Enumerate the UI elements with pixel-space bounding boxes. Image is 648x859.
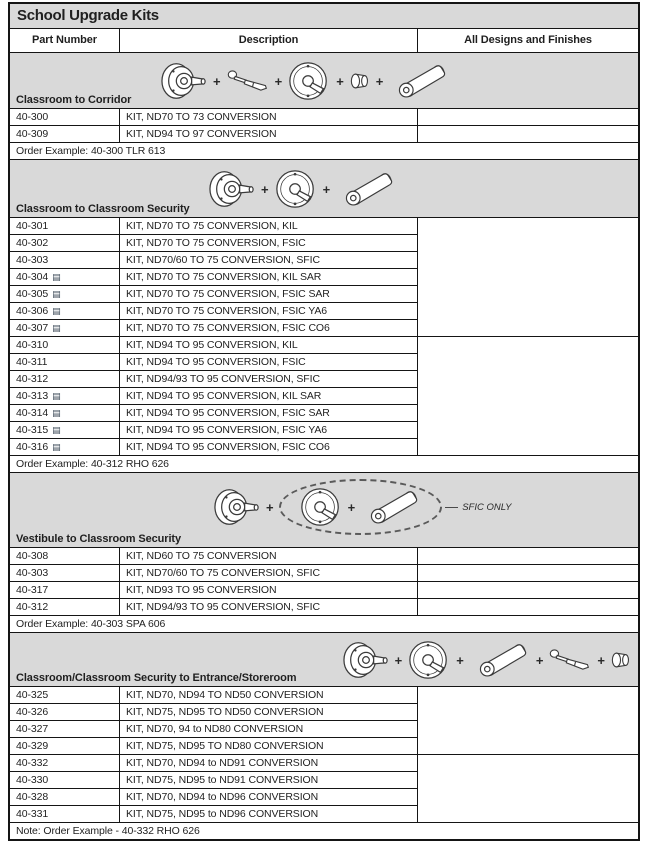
footnote-marker-icon: ▤ (52, 272, 61, 282)
section-band (10, 53, 638, 109)
table-row (10, 235, 417, 252)
part-number-cell: 40-303 (10, 565, 120, 581)
table-row (10, 320, 417, 336)
sfic-callout-line (445, 507, 458, 508)
finishes-merged-cell (417, 687, 638, 754)
part-number-cell: 40-317 (10, 582, 120, 598)
description-cell: KIT, ND70 TO 75 CONVERSION, FSIC (126, 237, 306, 249)
table-row (10, 337, 417, 354)
table-row (10, 269, 417, 286)
description-cell: KIT, ND93 TO 95 CONVERSION (120, 582, 418, 598)
part-number-cell: 40-316 ▤ (10, 439, 120, 455)
description-cell: KIT, ND70/60 TO 75 CONVERSION, SFIC (126, 254, 320, 266)
footnote-marker-icon: ▤ (52, 408, 61, 418)
column-header-part-number: Part Number (10, 29, 120, 52)
section-title: Vestibule to Classroom Security (16, 533, 182, 545)
description-cell: KIT, ND70 TO 75 CONVERSION, FSIC SAR (126, 288, 330, 300)
table-row (10, 371, 417, 388)
plus-sign: + (336, 73, 344, 89)
table-row (10, 755, 417, 772)
part-number-cell: 40-307 ▤ (10, 320, 120, 336)
row-group (10, 755, 638, 823)
rose-icon (274, 167, 318, 211)
description-cell: KIT, ND60 TO 75 CONVERSION (120, 548, 418, 564)
table-row (10, 789, 417, 806)
description-cell: KIT, ND94 TO 95 CONVERSION, FSIC (126, 356, 306, 368)
chassis-icon (213, 484, 261, 530)
description-cell: KIT, ND94 TO 95 CONVERSION, FSIC SAR (126, 407, 330, 419)
section-title: Classroom to Corridor (16, 94, 132, 106)
description-cell: KIT, ND75, ND95 TO ND80 CONVERSION (126, 740, 324, 752)
part-number-cell: 40-314 ▤ (10, 405, 120, 421)
cylinder-icon (349, 71, 371, 91)
table-header (10, 29, 638, 53)
description-cell: KIT, ND70/60 TO 75 CONVERSION, SFIC (120, 565, 418, 581)
table-row (10, 354, 417, 371)
part-number-cell: 40-332 (10, 755, 120, 771)
description-cell: KIT, ND70 TO 75 CONVERSION, KIL (126, 220, 298, 232)
plus-sign: + (597, 652, 605, 668)
row-group (10, 109, 638, 143)
part-number-cell: 40-325 (10, 687, 120, 703)
rose-icon (299, 485, 343, 529)
footnote-marker-icon: ▤ (52, 442, 61, 452)
row-group (10, 337, 638, 456)
plus-sign: + (375, 73, 384, 89)
plus-sign: + (261, 181, 269, 197)
description-cell: KIT, ND75, ND95 to ND91 CONVERSION (126, 774, 319, 786)
part-number-cell: 40-303 (10, 252, 120, 268)
finishes-merged-cell (417, 755, 638, 822)
part-number-cell: 40-330 (10, 772, 120, 788)
page-title: School Upgrade Kits (10, 4, 638, 29)
key-tool-icon (226, 68, 270, 94)
finishes-cell (418, 582, 638, 598)
part-number-cell: 40-326 (10, 704, 120, 720)
table-row (10, 687, 417, 704)
description-cell: KIT, ND70, ND94 TO ND50 CONVERSION (126, 689, 324, 701)
description-cell: KIT, ND94/93 TO 95 CONVERSION, SFIC (120, 599, 418, 615)
part-number-cell: 40-331 (10, 806, 120, 822)
table-row (10, 218, 417, 235)
table-row (10, 582, 638, 599)
plus-sign: + (322, 181, 331, 197)
plus-sign: + (266, 499, 274, 515)
catalog-page (8, 2, 640, 841)
column-header-designs-finishes: All Designs and Finishes (464, 34, 592, 46)
table-row (10, 704, 417, 721)
table-row (10, 286, 417, 303)
rose-icon (287, 59, 331, 103)
description-cell: KIT, ND70, ND94 to ND96 CONVERSION (126, 791, 319, 803)
table-row (10, 721, 417, 738)
part-number-cell: 40-328 (10, 789, 120, 805)
plus-sign: + (394, 652, 403, 668)
order-example: Note: Order Example - 40-332 RHO 626 (16, 825, 200, 837)
table-row (10, 806, 417, 822)
description-cell: KIT, ND75, ND95 TO ND50 CONVERSION (126, 706, 324, 718)
part-number-cell: 40-306 ▤ (10, 303, 120, 319)
section-band (10, 160, 638, 218)
plus-sign: + (535, 652, 544, 668)
table-body (10, 53, 638, 839)
plus-sign: + (347, 499, 356, 515)
section (10, 633, 638, 839)
row-group (10, 687, 638, 755)
part-number-cell: 40-308 (10, 548, 120, 564)
plus-sign: + (274, 73, 283, 89)
table-row (10, 548, 638, 565)
table-row (10, 772, 417, 789)
part-number-cell: 40-315 ▤ (10, 422, 120, 438)
footnote-marker-icon: ▤ (52, 289, 61, 299)
description-cell: KIT, ND70, 94 to ND80 CONVERSION (126, 723, 304, 735)
part-number-cell: 40-329 (10, 738, 120, 754)
description-cell: KIT, ND70, ND94 to ND91 CONVERSION (126, 757, 319, 769)
footnote-marker-icon: ▤ (52, 323, 61, 333)
part-number-cell: 40-309 (10, 126, 120, 142)
part-number-cell: 40-312 (10, 371, 120, 387)
part-number-cell: 40-310 (10, 337, 120, 353)
footnote-marker-icon: ▤ (52, 425, 61, 435)
kit-illustration (213, 479, 511, 535)
description-cell: KIT, ND75, ND95 to ND96 CONVERSION (126, 808, 319, 820)
footnote-marker-icon: ▤ (52, 306, 61, 316)
table-row (10, 738, 417, 754)
table-row (10, 303, 417, 320)
section (10, 53, 638, 160)
order-example: Order Example: 40-300 TLR 613 (10, 143, 638, 160)
section (10, 160, 638, 473)
part-number-cell: 40-300 (10, 109, 120, 125)
key-tool-icon (548, 647, 592, 673)
rose-icon (407, 638, 451, 682)
footnote-marker-icon: ▤ (52, 391, 61, 401)
row-group (10, 548, 638, 616)
plus-sign: + (213, 73, 221, 89)
description-cell: KIT, ND94 TO 95 CONVERSION, FSIC CO6 (126, 441, 330, 453)
table-row (10, 388, 417, 405)
sfic-only-group (279, 479, 443, 535)
table-row (10, 252, 417, 269)
lever-icon (360, 487, 422, 527)
plus-sign: + (456, 652, 464, 668)
finishes-cell (418, 109, 638, 125)
description-cell: KIT, ND70 TO 73 CONVERSION (120, 109, 418, 125)
section-band (10, 473, 638, 548)
lever-icon (335, 169, 397, 209)
part-number-cell: 40-301 (10, 218, 120, 234)
part-number-cell: 40-311 (10, 354, 120, 370)
order-example: Order Example: 40-312 RHO 626 (10, 456, 638, 473)
table-row (10, 565, 638, 582)
section-title: Classroom/Classroom Security to Entrance/Storeroom (16, 672, 297, 684)
section-title: Classroom to Classroom Security (16, 203, 190, 215)
table-row (10, 405, 417, 422)
table-row (10, 109, 638, 126)
part-number-cell: 40-304 ▤ (10, 269, 120, 285)
column-header-description: Description (120, 29, 418, 52)
part-number-cell: 40-312 (10, 599, 120, 615)
part-number-cell: 40-327 (10, 721, 120, 737)
sfic-only-label: SFIC ONLY (462, 501, 512, 513)
finishes-cell (418, 548, 638, 564)
table-row (10, 422, 417, 439)
finishes-cell (418, 599, 638, 615)
table-row (10, 599, 638, 615)
finishes-merged-cell (417, 337, 638, 455)
finishes-cell (418, 565, 638, 581)
kit-illustration (342, 637, 632, 683)
description-cell: KIT, ND94 TO 95 CONVERSION, FSIC YA6 (126, 424, 328, 436)
finishes-merged-cell (417, 218, 638, 336)
description-cell: KIT, ND94 TO 95 CONVERSION, KIL SAR (126, 390, 322, 402)
description-cell: KIT, ND70 TO 75 CONVERSION, FSIC YA6 (126, 305, 328, 317)
section-band (10, 633, 638, 687)
row-group (10, 218, 638, 337)
order-example: Order Example: 40-303 SPA 606 (10, 616, 638, 633)
part-number-cell: 40-313 ▤ (10, 388, 120, 404)
part-number-cell: 40-305 ▤ (10, 286, 120, 302)
lever-icon (469, 640, 531, 680)
lever-icon (388, 61, 450, 101)
section (10, 473, 638, 633)
kit-illustration (160, 58, 450, 104)
chassis-icon (160, 58, 208, 104)
table-row (10, 126, 638, 142)
part-number-cell: 40-302 (10, 235, 120, 251)
chassis-icon (208, 166, 256, 212)
description-cell: KIT, ND94 TO 97 CONVERSION (120, 126, 418, 142)
description-cell: KIT, ND94 TO 95 CONVERSION, KIL (126, 339, 298, 351)
cylinder-icon (610, 650, 632, 670)
description-cell: KIT, ND70 TO 75 CONVERSION, KIL SAR (126, 271, 322, 283)
kit-illustration (208, 166, 397, 212)
description-cell: KIT, ND70 TO 75 CONVERSION, FSIC CO6 (126, 322, 330, 334)
chassis-icon (342, 637, 390, 683)
finishes-cell (418, 126, 638, 142)
description-cell: KIT, ND94/93 TO 95 CONVERSION, SFIC (126, 373, 320, 385)
table-row (10, 439, 417, 455)
